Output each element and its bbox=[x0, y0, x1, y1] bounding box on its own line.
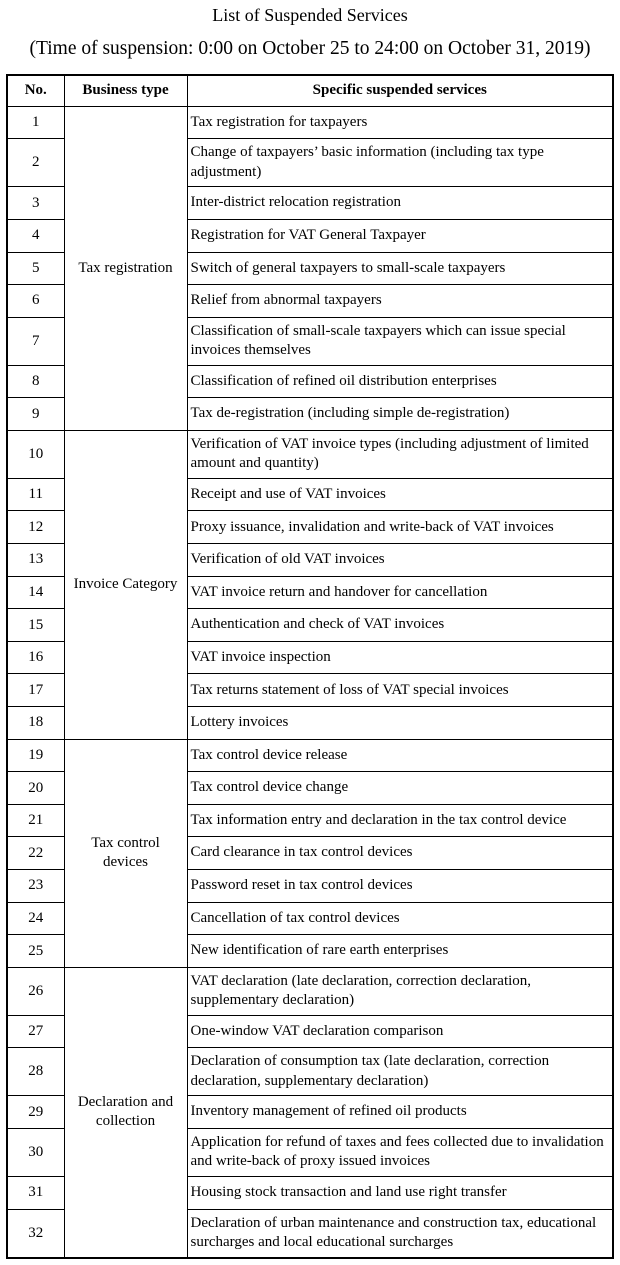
table-header bbox=[7, 75, 613, 106]
service-cell: Application for refund of taxes and fees collected due to invalidation and write-back of proxy issued invoices bbox=[187, 1128, 613, 1176]
row-number-cell: 32 bbox=[7, 1209, 64, 1258]
row-number-cell: 8 bbox=[7, 365, 64, 398]
service-cell: Tax control device change bbox=[187, 772, 613, 805]
table-row bbox=[7, 106, 613, 139]
business-type-cell: Tax control devices bbox=[64, 739, 187, 967]
row-number-cell: 4 bbox=[7, 219, 64, 252]
row-number-cell: 9 bbox=[7, 398, 64, 431]
service-cell: Classification of small-scale taxpayers which can issue special invoices themselves bbox=[187, 317, 613, 365]
row-number-cell: 19 bbox=[7, 739, 64, 772]
row-number-cell: 13 bbox=[7, 544, 64, 577]
service-cell: Registration for VAT General Taxpayer bbox=[187, 219, 613, 252]
row-number-cell: 27 bbox=[7, 1015, 64, 1048]
row-number-cell: 28 bbox=[7, 1048, 64, 1096]
service-cell: VAT declaration (late declaration, correction declaration, supplementary declaration) bbox=[187, 967, 613, 1015]
row-number-cell: 10 bbox=[7, 430, 64, 478]
table-row bbox=[7, 430, 613, 478]
row-number-cell: 17 bbox=[7, 674, 64, 707]
row-number-cell: 14 bbox=[7, 576, 64, 609]
header-no: No. bbox=[7, 75, 64, 106]
row-number-cell: 16 bbox=[7, 641, 64, 674]
row-number-cell: 29 bbox=[7, 1096, 64, 1129]
service-cell: Housing stock transaction and land use right transfer bbox=[187, 1176, 613, 1209]
business-type-cell: Declaration and collection bbox=[64, 967, 187, 1257]
service-cell: Classification of refined oil distribution enterprises bbox=[187, 365, 613, 398]
row-number-cell: 2 bbox=[7, 139, 64, 187]
table-body bbox=[7, 106, 613, 1257]
service-cell: Cancellation of tax control devices bbox=[187, 902, 613, 935]
suspended-services-table bbox=[6, 74, 614, 1258]
service-cell: Proxy issuance, invalidation and write-back of VAT invoices bbox=[187, 511, 613, 544]
row-number-cell: 18 bbox=[7, 707, 64, 740]
row-number-cell: 26 bbox=[7, 967, 64, 1015]
service-cell: Verification of VAT invoice types (including adjustment of limited amount and quantity) bbox=[187, 430, 613, 478]
service-cell: Card clearance in tax control devices bbox=[187, 837, 613, 870]
service-cell: Relief from abnormal taxpayers bbox=[187, 285, 613, 318]
row-number-cell: 3 bbox=[7, 187, 64, 220]
service-cell: Tax control device release bbox=[187, 739, 613, 772]
row-number-cell: 30 bbox=[7, 1128, 64, 1176]
service-cell: Tax de-registration (including simple de-registration) bbox=[187, 398, 613, 431]
business-type-cell: Invoice Category bbox=[64, 430, 187, 739]
header-row bbox=[7, 75, 613, 106]
row-number-cell: 7 bbox=[7, 317, 64, 365]
row-number-cell: 23 bbox=[7, 870, 64, 903]
service-cell: Lottery invoices bbox=[187, 707, 613, 740]
row-number-cell: 25 bbox=[7, 935, 64, 968]
row-number-cell: 20 bbox=[7, 772, 64, 805]
service-cell: VAT invoice return and handover for cancellation bbox=[187, 576, 613, 609]
service-cell: Password reset in tax control devices bbox=[187, 870, 613, 903]
row-number-cell: 5 bbox=[7, 252, 64, 285]
suspension-time-subtitle: (Time of suspension: 0:00 on October 25 to 24:00 on October 31, 2019) bbox=[29, 37, 591, 59]
row-number-cell: 11 bbox=[7, 478, 64, 511]
business-type-cell: Tax registration bbox=[64, 106, 187, 430]
service-cell: Tax returns statement of loss of VAT special invoices bbox=[187, 674, 613, 707]
service-cell: Declaration of consumption tax (late declaration, correction declaration, supplementary declaration) bbox=[187, 1048, 613, 1096]
service-cell: Switch of general taxpayers to small-scale taxpayers bbox=[187, 252, 613, 285]
row-number-cell: 31 bbox=[7, 1176, 64, 1209]
header-business-type: Business type bbox=[64, 75, 187, 106]
service-cell: Inter-district relocation registration bbox=[187, 187, 613, 220]
service-cell: VAT invoice inspection bbox=[187, 641, 613, 674]
row-number-cell: 15 bbox=[7, 609, 64, 642]
row-number-cell: 12 bbox=[7, 511, 64, 544]
service-cell: Authentication and check of VAT invoices bbox=[187, 609, 613, 642]
service-cell: Inventory management of refined oil products bbox=[187, 1096, 613, 1129]
service-cell: Change of taxpayers’ basic information (including tax type adjustment) bbox=[187, 139, 613, 187]
service-cell: One-window VAT declaration comparison bbox=[187, 1015, 613, 1048]
table-row bbox=[7, 967, 613, 1015]
service-cell: Receipt and use of VAT invoices bbox=[187, 478, 613, 511]
table-row bbox=[7, 739, 613, 772]
service-cell: Verification of old VAT invoices bbox=[187, 544, 613, 577]
service-cell: Declaration of urban maintenance and construction tax, educational surcharges and local educational surcharges bbox=[187, 1209, 613, 1258]
row-number-cell: 24 bbox=[7, 902, 64, 935]
page-title: List of Suspended Services bbox=[212, 5, 408, 25]
header-specific-services: Specific suspended services bbox=[187, 75, 613, 106]
service-cell: Tax registration for taxpayers bbox=[187, 106, 613, 139]
service-cell: New identification of rare earth enterprises bbox=[187, 935, 613, 968]
service-cell: Tax information entry and declaration in the tax control device bbox=[187, 804, 613, 837]
row-number-cell: 21 bbox=[7, 804, 64, 837]
row-number-cell: 1 bbox=[7, 106, 64, 139]
row-number-cell: 6 bbox=[7, 285, 64, 318]
row-number-cell: 22 bbox=[7, 837, 64, 870]
